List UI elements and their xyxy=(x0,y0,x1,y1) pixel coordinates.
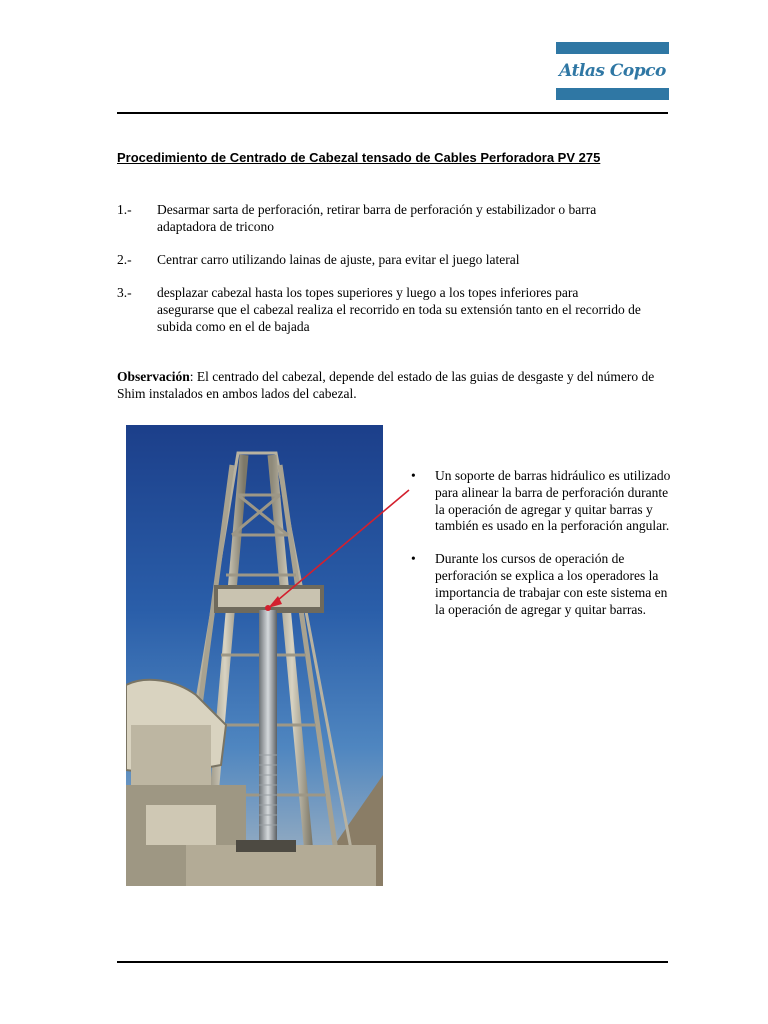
step-number: 2.- xyxy=(117,252,132,267)
step-text: Centrar carro utilizando lainas de ajuste, para evitar el juego lateral xyxy=(157,252,520,267)
step-number: 3.- xyxy=(117,285,132,300)
bullet-item xyxy=(411,468,671,535)
observation-paragraph xyxy=(117,368,677,402)
atlas-copco-logo xyxy=(556,42,669,100)
step-text-line: subida como en el de bajada xyxy=(157,319,310,334)
step-text: Desarmar sarta de perforación, retirar barra de perforación y estabilizador o barra adaptadora de tricono xyxy=(157,202,597,234)
document-title: Procedimiento de Centrado de Cabezal tensado de Cables Perforadora PV 275 xyxy=(117,150,601,165)
logo-bottom-bar xyxy=(556,88,669,100)
step-text-line: asegurarse que el cabezal realiza el recorrido en toda su extensión tanto en el recorrido de xyxy=(157,302,641,317)
drill-rig-illustration xyxy=(126,425,383,886)
observation-text: : El centrado del cabezal, depende del estado de las guias de desgaste y del número de Shim instalados en ambos lados del cabezal. xyxy=(117,369,655,401)
logo-top-bar xyxy=(556,42,669,54)
bullet-dot: • xyxy=(411,551,416,567)
step-text xyxy=(157,284,677,335)
bullet-text: Durante los cursos de operación de perforación se explica a los operadores la importancia de trabajar con este sistema en la operación de agregar y quitar barras. xyxy=(435,551,668,617)
header-rule xyxy=(117,112,668,114)
bullet-list xyxy=(411,468,671,634)
observation-label: Observación xyxy=(117,369,190,384)
drill-rig-photo xyxy=(126,425,383,886)
bullet-dot: • xyxy=(411,468,416,483)
step-text-line: desplazar cabezal hasta los topes superiores y luego a los topes inferiores para xyxy=(157,285,579,300)
footer-rule xyxy=(117,961,668,963)
bullet-item xyxy=(411,551,671,618)
bullet-text: Un soporte de barras hidráulico es utilizado para alinear la barra de perforación durante la operación de agregar y quitar barras y también es usado en la perforación angular. xyxy=(435,468,671,534)
logo-wordmark: Atlas Copco xyxy=(559,61,666,81)
step-number: 1.- xyxy=(117,202,132,217)
